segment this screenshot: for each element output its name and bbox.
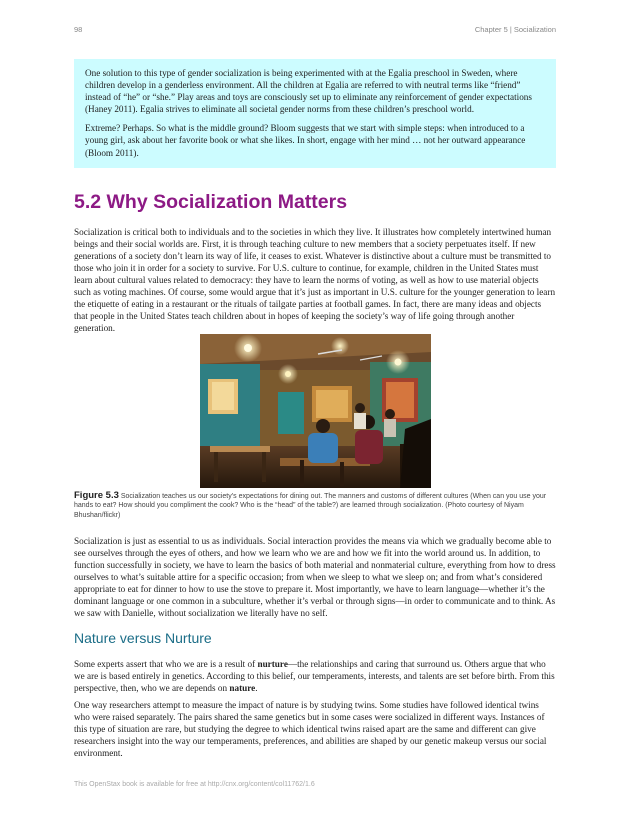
restaurant-photo (200, 334, 431, 488)
callout-paragraph-1: One solution to this type of gender socialization is being experimented with at the Egalia preschool in Sweden, where children develop in a genderless environment. All the children at Egalia are referred to with neutral terms like “friend” instead of “he” or “she.” Play areas and toys are consciously set up to eliminate any reinforcement of gender expectations (Haney 2011). Egalia strives to eliminate all societal gender norms from these children’s preschool world. (85, 68, 532, 115)
page-footer: This OpenStax book is available for free at http://cnx.org/content/col11762/1.6 (74, 781, 315, 788)
feature-callout-box (74, 59, 556, 168)
figure-label: Figure 5.3 (74, 490, 119, 501)
callout-paragraph-2: Extreme? Perhaps. So what is the middle ground? Bloom suggests that we start with simple steps: when introduced to a young girl, ask about her favorite book or what she likes. In short, engage with her mind … not her outward appearance (Bloom 2011). (85, 123, 526, 158)
section-paragraph-1: Socialization is critical both to individuals and to the societies in which they live. It illustrates how completely intertwined human beings and their social worlds are. First, it is through teaching culture to new members that a society perpetuates itself. If new generations of a society don’t learn its way of life, it ceases to exist. Whatever is distinctive about a culture must be transmitted to those who join it in order for a society to survive. For U.S. culture to continue, for example, children in the United States must learn about cultural values related to democracy: they have to learn the norms of voting, as well as how to use material objects such as voting machines. Of course, some would argue that it’s just as important in U.S. culture for the younger generation to learn the etiquette of eating in a restaurant or the rituals of tailgate parties at football games. In fact, there are many ideas and objects that people in the United States teach children about in hopes of keeping the society’s way of life going through another generation. (74, 227, 556, 334)
text-run: Some experts assert that who we are is a result of (74, 659, 258, 669)
section-paragraph-2: Socialization is just as essential to us as individuals. Social interaction provides the means via which we gradually become able to see ourselves through the eyes of others, and how we learn who we are and how we fit into the world around us. In addition, to function successfully in society, we have to learn the basics of both material and nonmaterial culture, everything from how to dress ourselves to what’s suitable attire for a specific occasion; from when we sleep to what we sleep on; and from what’s considered appropriate to eat for dinner to how to use the stove to prepare it. Most importantly, we have to learn language—whether it’s the dominant language or one common in a subculture, whether it’s verbal or through signs—in order to communicate and to think. As we saw with Danielle, without socialization we literally have no self. (74, 536, 556, 619)
figure-caption (74, 491, 558, 520)
text-run: . (255, 683, 258, 694)
figure-caption-text: Socialization teaches us our society’s expectations for dining out. The manners and customs of different cultures (When can you use your hands to eat? How should you compliment the cook? Who is the “head” of the table?) are learned through socialization. (Photo courtesy of Niyam Bhushan/flickr) (74, 493, 547, 519)
subsection-paragraph-1 (74, 658, 556, 694)
chapter-header: Chapter 5 | Socialization (474, 25, 556, 34)
subsection-paragraph-2: One way researchers attempt to measure the impact of nature is by studying twins. Some studies have followed identical twins who were raised separately. The pairs shared the same genetics but in some cases were socialized in different ways. Instances of this type of situation are rare, but studying the degree to which identical twins raised apart are the same and different can give researchers insight into the way our temperaments, preferences, and abilities are shaped by our genetic makeup versus our social environment. (74, 700, 547, 759)
key-term-nurture: nurture (257, 659, 288, 669)
page-number: 98 (74, 25, 83, 34)
text-run: —the relationships and caring that surround us. Others argue that who we are is based entirely in genetics. According to this belief, our temperaments, interests, and talents are set before birth. From this perspective, then, who we are depends on (74, 659, 555, 694)
key-term-nature: nature (229, 683, 256, 694)
subsection-title: Nature versus Nurture (74, 630, 212, 646)
section-title: 5.2 Why Socialization Matters (74, 191, 348, 213)
